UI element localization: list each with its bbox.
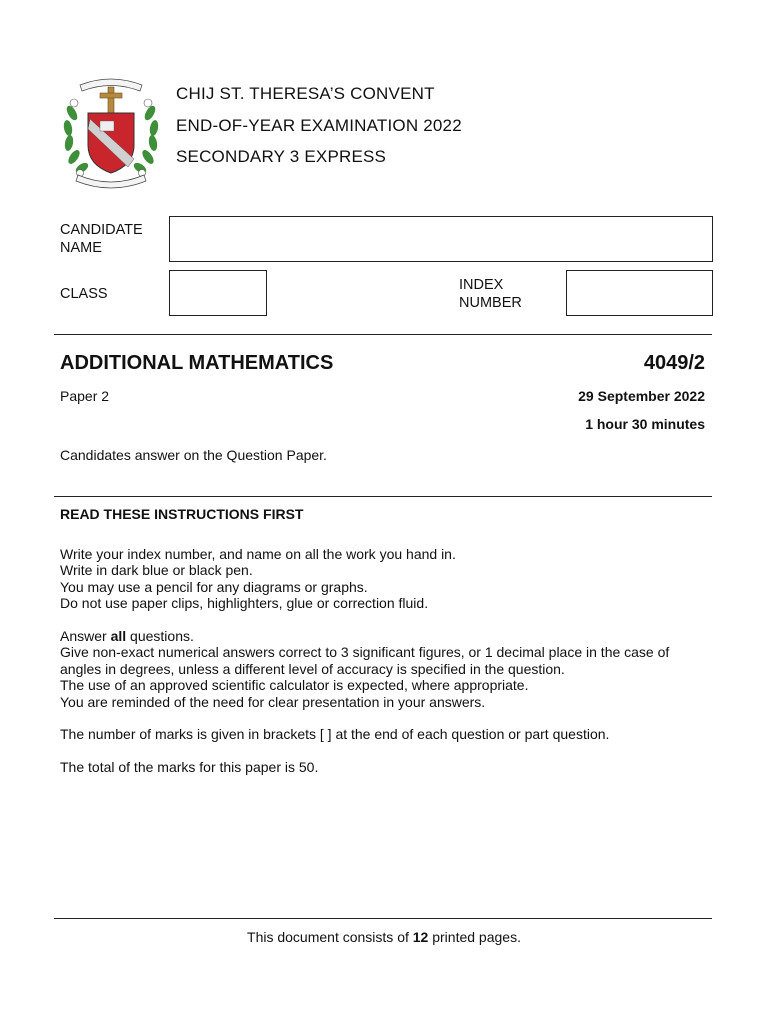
instruction-line: Write your index number, and name on all the work you hand in. [60, 546, 456, 562]
index-number-label-line1: INDEX [459, 277, 504, 293]
answer-all-line [60, 628, 700, 644]
class-box[interactable] [169, 270, 267, 316]
index-number-box[interactable] [566, 270, 713, 316]
instruction-line: You may use a pencil for any diagrams or graphs. [60, 578, 368, 595]
answer-prefix: Answer [60, 628, 111, 644]
index-number-label [459, 276, 522, 312]
instruction-line: Write in dark blue or black pen. [60, 562, 253, 579]
footer-page-count [0, 929, 768, 945]
laurel-left [63, 104, 90, 175]
instruction-line: Do not use paper clips, highlighters, glue or correction fluid. [60, 595, 429, 612]
footer-suffix: printed pages. [428, 929, 521, 945]
school-crest [60, 73, 162, 191]
level-title: SECONDARY 3 EXPRESS [176, 147, 387, 166]
candidate-name-label [60, 221, 143, 257]
exam-date: 29 September 2022 [578, 388, 705, 404]
instructions-heading: READ THESE INSTRUCTIONS FIRST [60, 506, 304, 522]
paper-number: Paper 2 [60, 388, 110, 404]
subject-title: ADDITIONAL MATHEMATICS [60, 352, 334, 374]
marks-note: The number of marks is given in brackets [ ] at the end of each question or part question. [60, 726, 610, 742]
divider-top [54, 334, 712, 335]
instructions-block-2 [60, 628, 700, 710]
footer-pages: 12 [412, 929, 429, 945]
instruction-line: The use of an approved scientific calculator is expected, where appropriate. [60, 677, 529, 694]
total-marks-note: The total of the marks for this paper is 50. [60, 759, 319, 775]
answer-bold: all [110, 628, 127, 644]
index-number-label-line2: NUMBER [459, 295, 522, 311]
footer-prefix: This document consists of [247, 929, 413, 945]
answer-suffix: questions. [126, 628, 194, 644]
exam-title: END-OF-YEAR EXAMINATION 2022 [176, 116, 462, 135]
candidate-name-label-line2: NAME [60, 240, 102, 256]
paper-code: 4049/2 [643, 352, 705, 374]
candidate-name-label-line1: CANDIDATE [60, 222, 143, 238]
instruction-line: Give non-exact numerical answers correct to 3 significant figures, or 1 decimal place in the case of angles in degrees, unless a different level of accuracy is specified in the question. [60, 644, 670, 677]
divider-instructions [54, 496, 712, 497]
laurel-right [132, 104, 159, 175]
divider-footer [54, 918, 712, 919]
exam-duration: 1 hour 30 minutes [585, 416, 705, 432]
answer-location-note: Candidates answer on the Question Paper. [60, 447, 327, 463]
bottom-scroll [76, 175, 146, 188]
candidate-name-box[interactable] [169, 216, 713, 262]
school-crest-emblem [60, 73, 162, 191]
class-label: CLASS [60, 286, 108, 302]
instructions-block-1 [60, 546, 700, 612]
school-name: CHIJ ST. THERESA’S CONVENT [176, 84, 435, 103]
instruction-line: You are reminded of the need for clear presentation in your answers. [60, 693, 486, 710]
